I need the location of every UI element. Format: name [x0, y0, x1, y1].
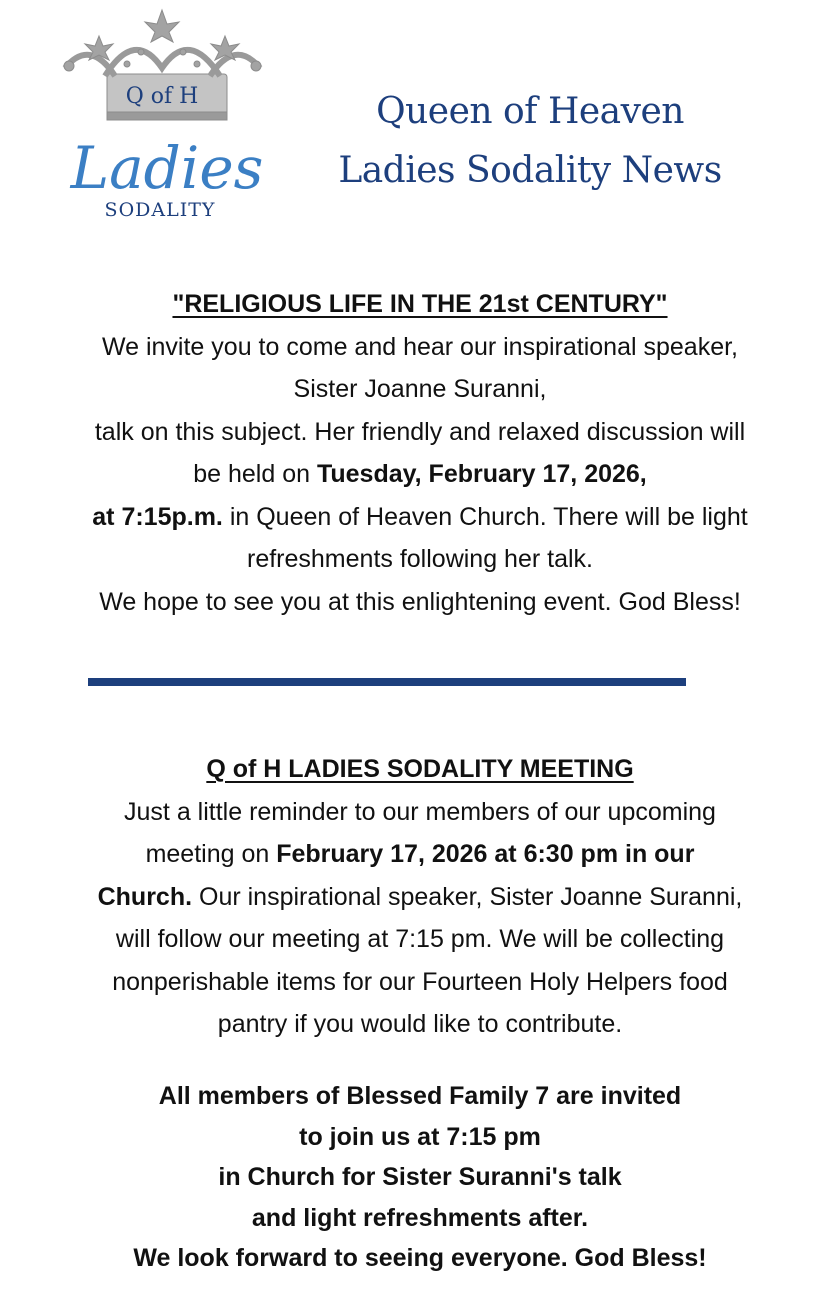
event-line: [10, 496, 830, 539]
meeting-text: meeting on: [145, 840, 277, 868]
meeting-line: nonperishable items for our Fourteen Holy Helpers food: [112, 967, 728, 996]
event-line: We invite you to come and hear our inspirational speaker,: [101, 332, 738, 361]
meeting-announcement: [10, 748, 830, 1046]
meeting-location: Church.: [97, 882, 193, 911]
meeting-datetime: February 17, 2026 at 6:30 pm in our: [276, 840, 695, 868]
invitation-line: in Church for Sister Suranni's talk: [218, 1163, 622, 1191]
invitation-line: to join us at 7:15 pm: [299, 1122, 541, 1151]
sodality-logo: [55, 8, 270, 223]
newsletter-title: [300, 82, 760, 200]
event-text: in Queen of Heaven Church. There will be light: [222, 502, 748, 531]
event-date: Tuesday, February 17, 2026,: [316, 460, 647, 488]
event-announcement: [10, 283, 830, 623]
logo-crown-text: Q of H: [125, 84, 199, 109]
meeting-line: [10, 833, 830, 876]
event-line: talk on this subject. Her friendly and relaxed discussion will: [94, 417, 746, 446]
section-divider: [88, 678, 686, 686]
meeting-line: pantry if you would like to contribute.: [217, 1010, 623, 1038]
meeting-text: Our inspirational speaker, Sister Joanne Suranni,: [192, 882, 743, 911]
meeting-line: Just a little reminder to our members of our upcoming: [124, 797, 716, 826]
event-line: We hope to see you at this enlightening event. God Bless!: [99, 587, 741, 616]
invitation-line: All members of Blessed Family 7 are invited: [158, 1082, 682, 1110]
event-line: refreshments following her talk.: [247, 545, 593, 573]
event-text: be held on: [193, 460, 317, 488]
event-heading: "RELIGIOUS LIFE IN THE 21st CENTURY": [172, 290, 668, 318]
crown-logo-graphic: [55, 8, 270, 223]
event-line: Sister Joanne Suranni,: [293, 375, 547, 403]
title-line-1: Queen of Heaven: [376, 91, 684, 132]
meeting-line: will follow our meeting at 7:15 pm. We will be collecting: [115, 925, 725, 953]
event-line: [10, 453, 830, 496]
invitation-line: and light refreshments after.: [251, 1203, 589, 1232]
meeting-line: [10, 876, 830, 919]
family-invitation: [10, 1076, 830, 1279]
invitation-line: We look forward to seeing everyone. God Bless!: [133, 1244, 707, 1272]
event-time: at 7:15p.m.: [92, 502, 223, 531]
logo-sodality-text: SODALITY: [104, 199, 216, 221]
meeting-heading: Q of H LADIES SODALITY MEETING: [206, 755, 634, 783]
logo-script-text: Ladies: [70, 134, 264, 202]
title-line-2: Ladies Sodality News: [338, 150, 722, 191]
